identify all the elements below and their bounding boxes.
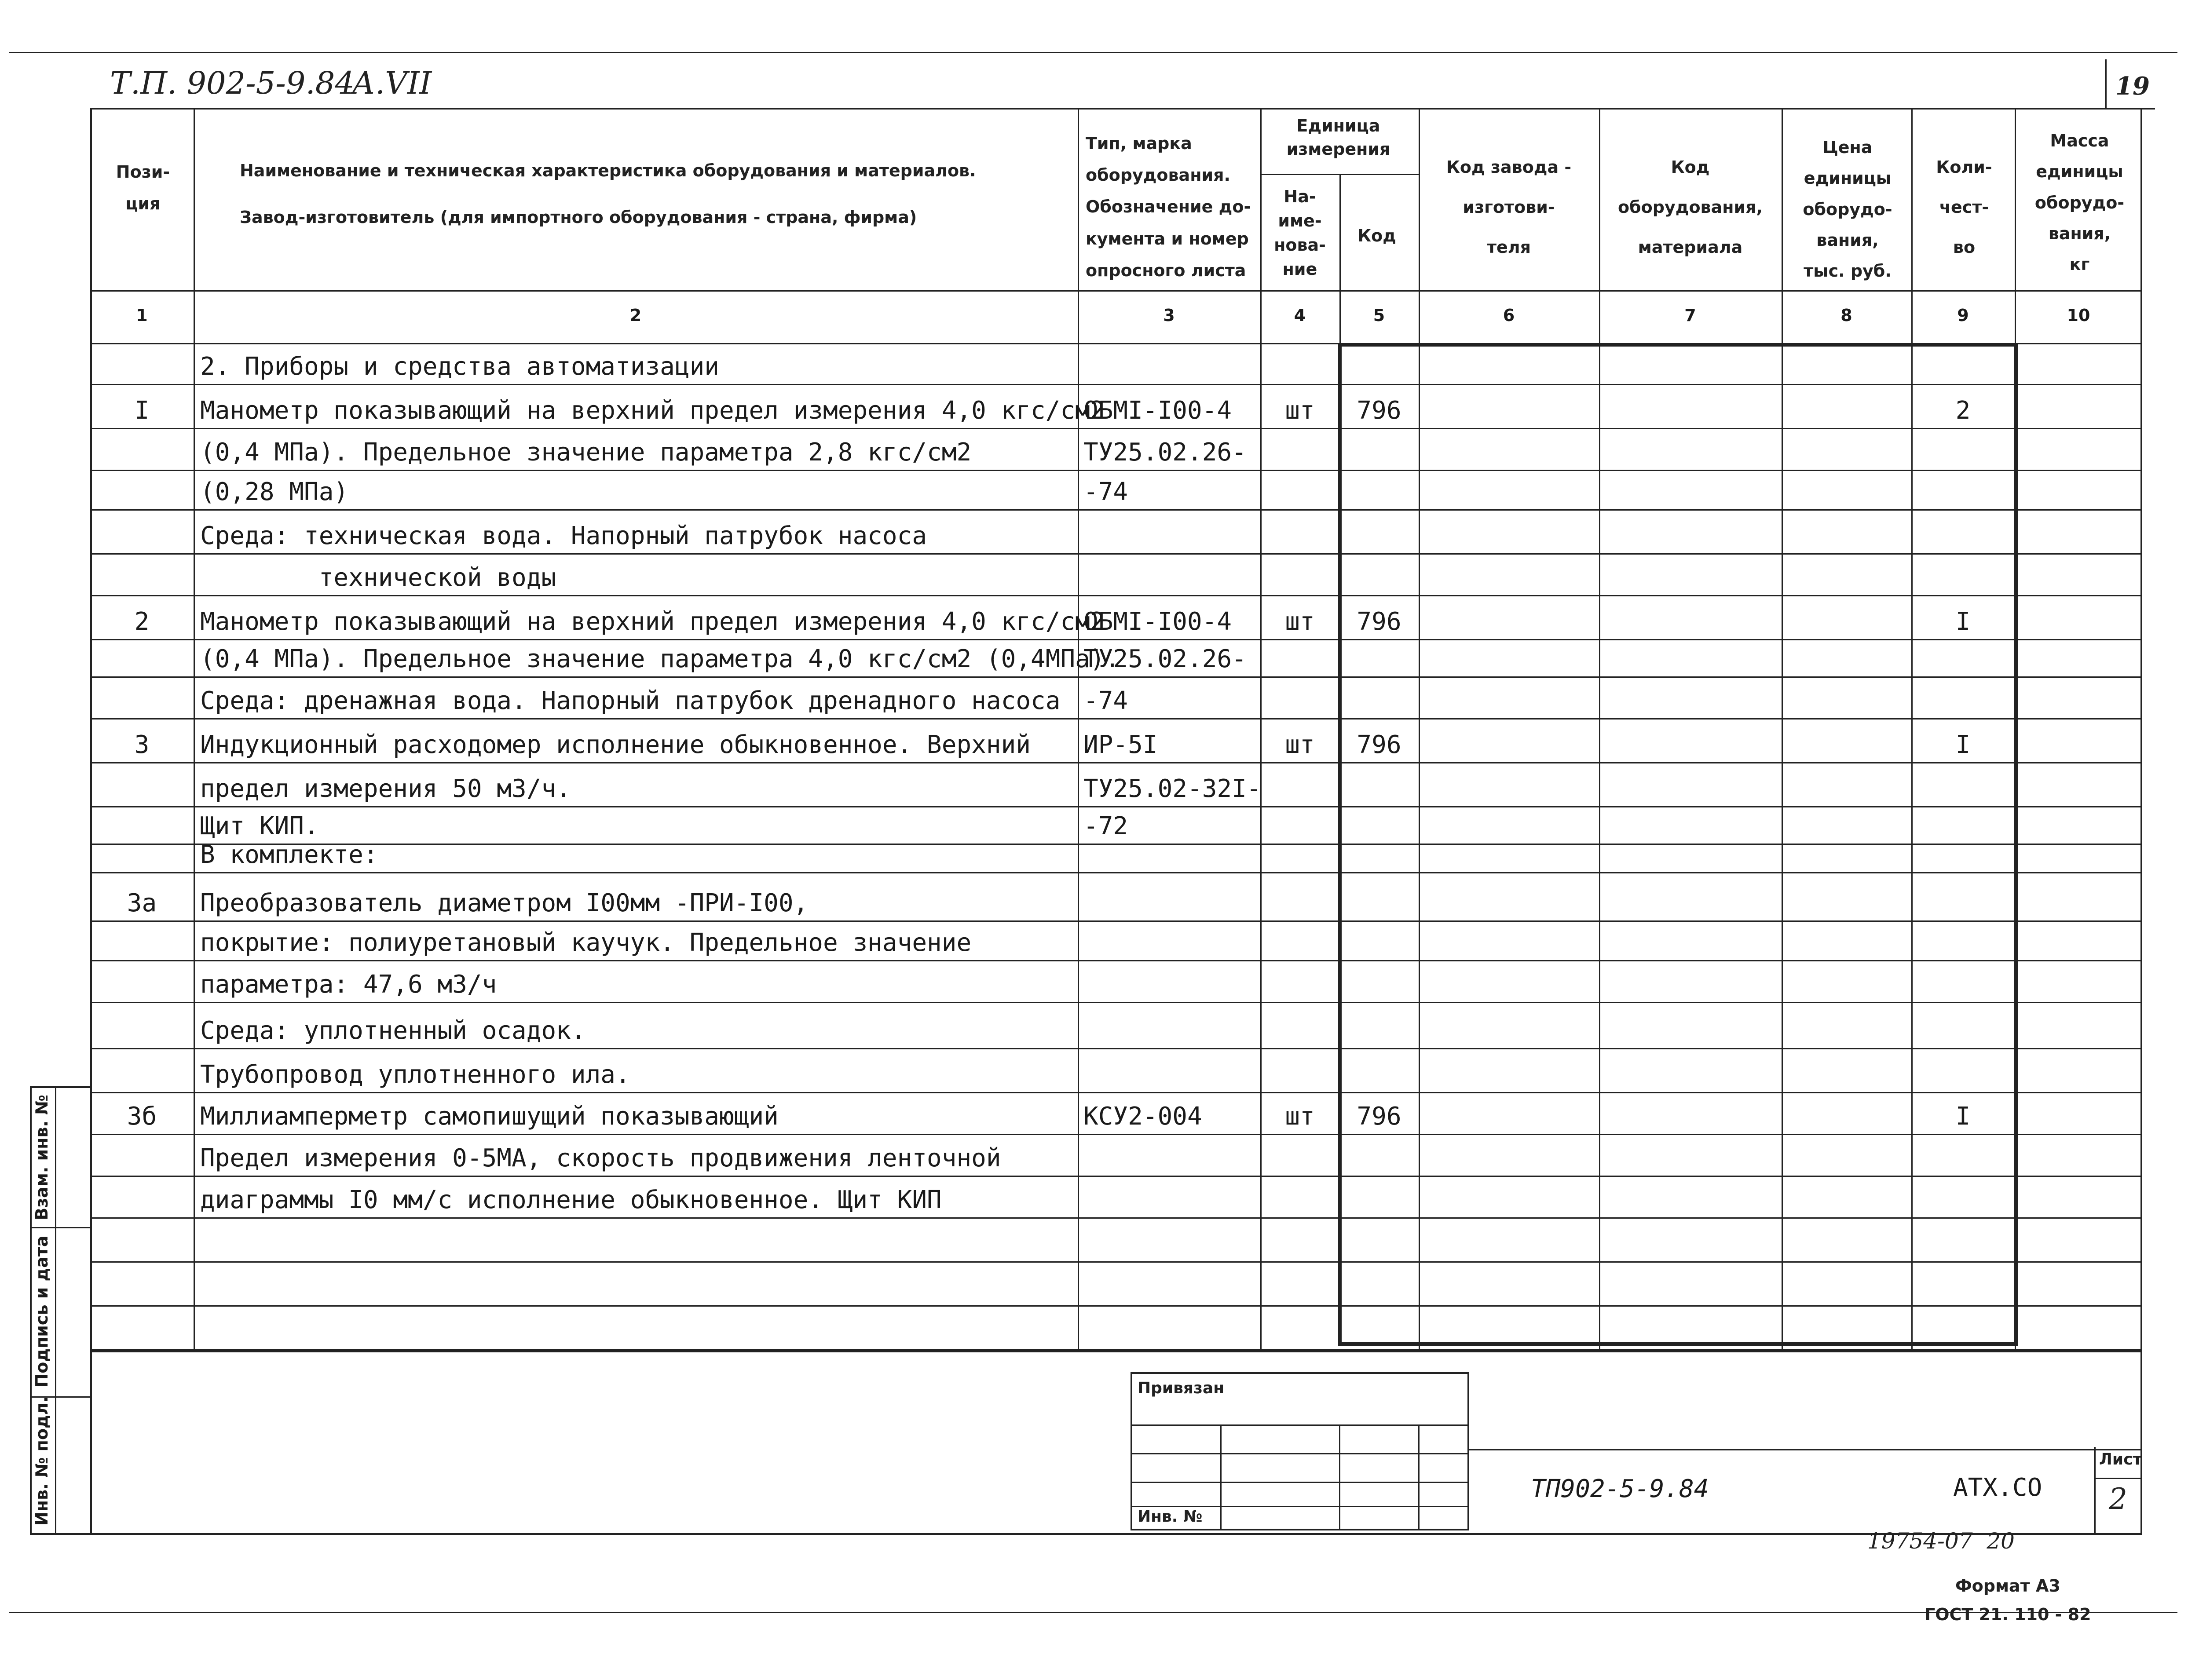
frame-top-line (9, 52, 2177, 53)
side-label-inv-orig: Инв. № подл. (32, 1396, 51, 1526)
cell-name: Среда: техническая вода. Напорный патрубок насоса (200, 522, 927, 550)
col-title-unit-group: Единица измерения (1286, 116, 1390, 159)
cell-name: (0,28 МПа) (200, 478, 349, 506)
binding-stamp-col-1 (1220, 1424, 1222, 1530)
cell-name: технической воды (200, 563, 556, 592)
cell-type: ИР-5I (1083, 730, 1158, 759)
cell-name: (0,4 МПа). Предельное значение параметра 4,0 кгс/см2 (0,4МПа). (200, 645, 1120, 673)
cell-code: 796 (1357, 396, 1401, 425)
cell-unit: шт (1285, 607, 1315, 636)
doc-code (1531, 1473, 1709, 1503)
table-row (90, 1007, 2142, 1049)
table-row (90, 1308, 2142, 1350)
cell-type: ОБМI-I00-4 (1083, 396, 1232, 425)
row-divider (90, 384, 2142, 385)
col-num-5: 5 (1373, 306, 1385, 325)
table-row (90, 1135, 2142, 1176)
table-row (90, 677, 2142, 719)
binding-stamp-col-3 (1418, 1424, 1420, 1530)
cell-name: покрытие: полиуретановый каучук. Предельное значение (200, 928, 972, 957)
cell-name: 2. Приборы и средства автоматизации (200, 352, 720, 381)
doc-ref: Т.П. 902-5-9.84 (110, 65, 355, 101)
album-number: А.VII (352, 65, 432, 101)
sheet-box-divider (2096, 1478, 2142, 1479)
col-title-maker-code: Код завода - изготови- теля (1446, 157, 1572, 257)
col-num-3: 3 (1163, 306, 1175, 325)
table-row (90, 765, 2142, 807)
doc-code-line (1469, 1449, 2142, 1450)
side-label-signature-date: Подпись и дата (32, 1235, 51, 1388)
col-num-2: 2 (629, 306, 642, 325)
cell-type: -74 (1083, 687, 1128, 715)
table-row (90, 468, 2142, 510)
table-row (90, 1093, 2142, 1135)
row-divider (90, 718, 2142, 719)
table-row (90, 512, 2142, 554)
binding-stamp-col-2 (1339, 1424, 1340, 1530)
cell-unit: шт (1285, 396, 1315, 425)
row-divider (90, 1349, 2142, 1351)
table-row (90, 880, 2142, 921)
binding-stamp (1131, 1372, 1469, 1530)
col-title-position: Пози- ция (116, 162, 170, 214)
col-num-8: 8 (1840, 306, 1852, 325)
table-row (90, 387, 2142, 429)
row-divider (90, 1217, 2142, 1219)
row-divider (90, 509, 2142, 511)
cell-pos: I (134, 396, 150, 425)
table-row (90, 429, 2142, 471)
spec-table-body (90, 343, 2142, 1352)
table-row (90, 635, 2142, 677)
cell-type: -74 (1083, 478, 1128, 506)
col-num-4: 4 (1294, 306, 1306, 325)
cell-qty: I (1955, 607, 1971, 636)
col-num-6: 6 (1503, 306, 1515, 325)
row-divider (90, 1048, 2142, 1049)
header-bottom-line (90, 290, 2142, 292)
table-row (90, 1264, 2142, 1306)
cell-name: В комплекте: (200, 840, 378, 869)
cell-name: Щит КИП. (200, 812, 319, 840)
cell-unit: шт (1285, 730, 1315, 759)
col-num-10: 10 (2067, 306, 2090, 325)
cell-type: ТУ25.02.26- (1083, 645, 1247, 673)
binding-stamp-label: Привязан (1138, 1379, 1225, 1397)
cell-type: ОБМI-I00-4 (1083, 607, 1232, 636)
side-label-replaced-inv: Взам. инв. № (32, 1095, 51, 1220)
cell-name: Манометр показывающий на верхний предел измерения 4,0 кгс/см2 (200, 607, 1105, 636)
cell-qty: 2 (1955, 396, 1971, 425)
format-label: Формат А3 (1955, 1576, 2060, 1596)
cell-name: Манометр показывающий на верхний предел измерения 4,0 кгс/см2 (200, 396, 1105, 425)
title-block-frame (90, 1352, 2142, 1535)
cell-type: -72 (1083, 812, 1128, 840)
table-row (90, 1176, 2142, 1218)
cell-name: Индукционный расходомер исполнение обыкновенное. Верхний (200, 730, 1031, 759)
col-num-9: 9 (1957, 306, 1969, 325)
col-num-7: 7 (1684, 306, 1696, 325)
cell-code: 796 (1357, 607, 1401, 636)
cell-pos: 3а (127, 889, 157, 917)
cell-name: параметра: 47,6 м3/ч (200, 970, 497, 999)
page-number: 19 (2115, 72, 2150, 101)
frame-bottom-line (9, 1612, 2177, 1613)
doc-mark: АТХ.СО (1953, 1473, 2042, 1502)
cell-name: Преобразователь диаметром I00мм -ПРИ-I00, (200, 889, 809, 917)
inv-number-label: Инв. № (1138, 1508, 1203, 1526)
cell-name: Среда: дренажная вода. Напорный патрубок дренадного насоса (200, 687, 1061, 715)
cell-pos: 3 (134, 730, 150, 759)
row-divider (90, 1305, 2142, 1307)
sheet-box (2094, 1447, 2142, 1535)
col-title-price: Цена единицы оборудо- вания, тыс. руб. (1803, 138, 1892, 281)
table-row (90, 831, 2142, 873)
cell-qty: I (1955, 730, 1971, 759)
row-divider (90, 595, 2142, 596)
side-stamp-row-1 (30, 1227, 91, 1228)
table-row (90, 721, 2142, 763)
sheet-label: Лист (2099, 1450, 2142, 1468)
page-number-box (2105, 59, 2155, 110)
table-row (90, 343, 2142, 385)
cell-type: ТУ25.02-32I- (1083, 774, 1262, 803)
cell-unit: шт (1285, 1102, 1315, 1131)
cell-code: 796 (1357, 1102, 1401, 1131)
cell-name: Предел измерения 0-5МА, скорость продвижения ленточной (200, 1144, 1001, 1172)
cell-pos: 2 (134, 607, 150, 636)
col-title-type: Тип, марка оборудования. Обозначение до- кумента и номер опросного листа (1086, 134, 1251, 280)
table-row (90, 598, 2142, 640)
row-divider (90, 1261, 2142, 1263)
side-stamp-divider (55, 1086, 56, 1535)
cell-name: Миллиамперметр самопишущий показывающий (200, 1102, 779, 1131)
cell-type: ТУ25.02.26- (1083, 438, 1247, 467)
table-row (90, 554, 2142, 596)
table-row (90, 1051, 2142, 1093)
handwritten-archive-code: 19754-07 20 (1867, 1528, 2015, 1554)
col-title-equipment-code: Код оборудования, материала (1618, 157, 1763, 257)
cell-qty: I (1955, 1102, 1971, 1131)
cell-code: 796 (1357, 730, 1401, 759)
gost-label: ГОСТ 21. 110 - 82 (1925, 1605, 2091, 1624)
col-title-quantity: Коли- чест- во (1936, 157, 1992, 257)
table-row (90, 961, 2142, 1003)
doc-code-text: ТП902-5-9.84 (1531, 1475, 1709, 1503)
cell-name: Среда: уплотненный осадок. (200, 1016, 586, 1045)
row-divider (90, 872, 2142, 873)
cell-name: диаграммы I0 мм/с исполнение обыкновенное. Щит КИП (200, 1186, 942, 1214)
col-title-unit-name: На- име- нова- ние (1274, 187, 1326, 279)
cell-type: КСУ2-004 (1083, 1102, 1202, 1131)
table-row (90, 919, 2142, 961)
cell-pos: 3б (127, 1102, 157, 1131)
cell-name: Трубопровод уплотненного ила. (200, 1060, 630, 1089)
row-divider (90, 1002, 2142, 1003)
table-row (90, 1220, 2142, 1262)
col-title-unit-code: Код (1357, 226, 1396, 245)
col-num-1: 1 (136, 306, 148, 325)
sheet-number: 2 (2109, 1482, 2127, 1516)
row-divider (90, 762, 2142, 763)
col-line-4-header (1339, 174, 1341, 343)
cell-name: (0,4 МПа). Предельное значение параметра 2,8 кгс/см2 (200, 438, 972, 467)
cell-name: предел измерения 50 м3/ч. (200, 774, 571, 803)
col-title-mass: Масса единицы оборудо- вания, кг (2034, 131, 2125, 274)
col-title-name: Наименование и техническая характеристика оборудования и материалов. Завод-изготовитель (для импортного оборудования - страна, фирма) (240, 161, 976, 227)
